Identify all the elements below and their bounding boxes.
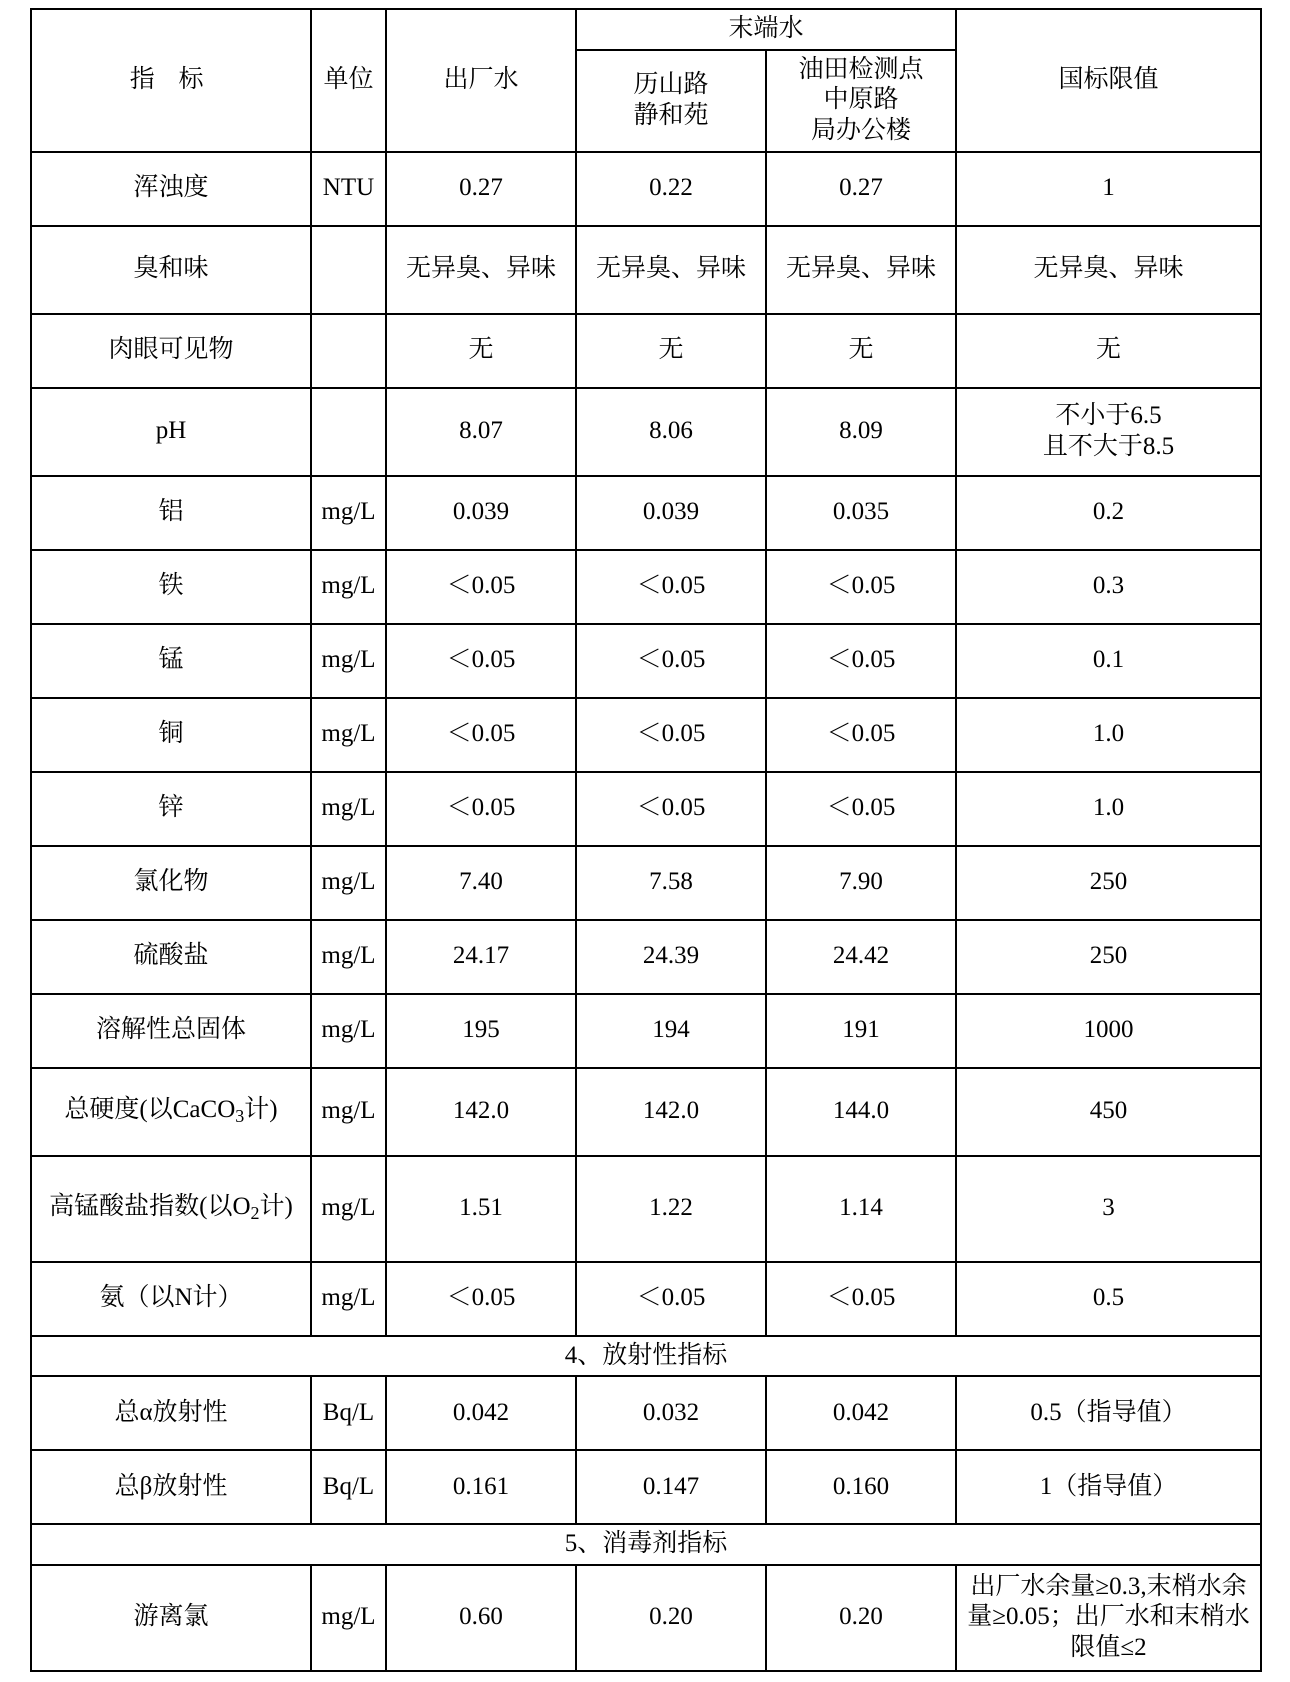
row-end2-value: 0.27 [766, 152, 956, 226]
row-indicator: 肉眼可见物 [31, 314, 311, 388]
row-plant-value: 0.60 [386, 1565, 576, 1671]
row-plant-value: 8.07 [386, 388, 576, 476]
table-row [31, 314, 1261, 388]
row-limit-value: 1000 [956, 994, 1261, 1068]
table-row [31, 388, 1261, 476]
header-unit [311, 9, 386, 152]
row-unit: mg/L [311, 846, 386, 920]
row-plant-value: 无异臭、异味 [386, 226, 576, 314]
row-unit: mg/L [311, 476, 386, 550]
table-row [31, 1156, 1261, 1262]
row-end2-value: 0.035 [766, 476, 956, 550]
row-end2-value: ＜0.05 [766, 1262, 956, 1336]
row-end2-value: ＜0.05 [766, 772, 956, 846]
row-indicator: 硫酸盐 [31, 920, 311, 994]
water-quality-table [30, 8, 1262, 1672]
header-end-water-site-1: 历山路 静和苑 [576, 50, 766, 152]
section-header-disinfectant [31, 1524, 1261, 1565]
row-limit-value: 1.0 [956, 698, 1261, 772]
row-end1-value: 0.22 [576, 152, 766, 226]
row-end1-value: ＜0.05 [576, 1262, 766, 1336]
row-plant-value: 0.27 [386, 152, 576, 226]
row-end1-value: 0.032 [576, 1376, 766, 1450]
row-end2-value: 0.20 [766, 1565, 956, 1671]
section-title: 5、消毒剂指标 [31, 1524, 1261, 1565]
row-unit: mg/L [311, 624, 386, 698]
row-limit-value: 1 [956, 152, 1261, 226]
row-plant-value: 0.039 [386, 476, 576, 550]
row-unit: Bq/L [311, 1376, 386, 1450]
row-limit-value: 1（指导值） [956, 1450, 1261, 1524]
row-end1-value: 7.58 [576, 846, 766, 920]
row-end2-value: 24.42 [766, 920, 956, 994]
row-limit-value: 0.2 [956, 476, 1261, 550]
section-title: 4、放射性指标 [31, 1336, 1261, 1377]
row-limit-value: 0.5 [956, 1262, 1261, 1336]
table-header-row [31, 9, 1261, 50]
row-end2-value: 144.0 [766, 1068, 956, 1156]
header-unit-label: 单位 [323, 66, 374, 93]
row-indicator: 氨（以N计） [31, 1262, 311, 1336]
header-national-limit: 国标限值 [956, 9, 1261, 152]
table-row [31, 226, 1261, 314]
row-end2-value: 0.160 [766, 1450, 956, 1524]
table-row [31, 1262, 1261, 1336]
row-limit-value: 无 [956, 314, 1261, 388]
row-end1-value: ＜0.05 [576, 698, 766, 772]
row-end1-value: 142.0 [576, 1068, 766, 1156]
row-indicator: 总硬度(以CaCO$_3$计) [31, 1068, 311, 1156]
row-end2-value: ＜0.05 [766, 624, 956, 698]
row-indicator: 锌 [31, 772, 311, 846]
row-plant-value: ＜0.05 [386, 624, 576, 698]
table-row [31, 1068, 1261, 1156]
row-plant-value: ＜0.05 [386, 698, 576, 772]
row-plant-value: ＜0.05 [386, 1262, 576, 1336]
row-indicator: 锰 [31, 624, 311, 698]
row-unit: mg/L [311, 1262, 386, 1336]
row-plant-value: 7.40 [386, 846, 576, 920]
row-limit-value: 0.5（指导值） [956, 1376, 1261, 1450]
row-end1-value: ＜0.05 [576, 772, 766, 846]
row-end1-value: ＜0.05 [576, 550, 766, 624]
table-row [31, 698, 1261, 772]
table-row [31, 550, 1261, 624]
row-plant-value: 195 [386, 994, 576, 1068]
row-limit-value: 不小于6.5 且不大于8.5 [956, 388, 1261, 476]
row-limit-value: 250 [956, 920, 1261, 994]
row-limit-value: 无异臭、异味 [956, 226, 1261, 314]
row-unit: NTU [311, 152, 386, 226]
row-unit: mg/L [311, 1565, 386, 1671]
row-unit: mg/L [311, 994, 386, 1068]
row-indicator: 高锰酸盐指数(以$O_2$计) [31, 1156, 311, 1262]
row-unit: mg/L [311, 698, 386, 772]
table-row [31, 152, 1261, 226]
row-indicator: 氯化物 [31, 846, 311, 920]
header-indicator: 指 标 [31, 9, 311, 152]
row-unit: mg/L [311, 772, 386, 846]
row-indicator: 臭和味 [31, 226, 311, 314]
row-end1-value: 0.20 [576, 1565, 766, 1671]
row-end1-value: 8.06 [576, 388, 766, 476]
header-end-water-site-2: 油田检测点 中原路 局办公楼 [766, 50, 956, 152]
row-end1-value: 1.22 [576, 1156, 766, 1262]
table-row [31, 1565, 1261, 1671]
row-plant-value: 0.161 [386, 1450, 576, 1524]
row-indicator: 铜 [31, 698, 311, 772]
row-unit: Bq/L [311, 1450, 386, 1524]
row-unit [311, 226, 386, 314]
row-end1-value: 24.39 [576, 920, 766, 994]
table-row [31, 624, 1261, 698]
header-end-water: 末端水 [576, 9, 956, 50]
row-unit: mg/L [311, 920, 386, 994]
table-row [31, 846, 1261, 920]
row-plant-value: 1.51 [386, 1156, 576, 1262]
row-plant-value: ＜0.05 [386, 550, 576, 624]
row-end1-value: 0.039 [576, 476, 766, 550]
row-plant-value: 142.0 [386, 1068, 576, 1156]
row-unit: mg/L [311, 1156, 386, 1262]
table-row [31, 1450, 1261, 1524]
row-indicator: 溶解性总固体 [31, 994, 311, 1068]
table-row [31, 476, 1261, 550]
section-header-radioactive [31, 1336, 1261, 1377]
row-end2-value: 8.09 [766, 388, 956, 476]
row-unit: mg/L [311, 550, 386, 624]
row-limit-value: 0.3 [956, 550, 1261, 624]
row-end2-value: ＜0.05 [766, 550, 956, 624]
row-end1-value: 无异臭、异味 [576, 226, 766, 314]
row-end2-value: 1.14 [766, 1156, 956, 1262]
row-end1-value: 无 [576, 314, 766, 388]
row-indicator: 铝 [31, 476, 311, 550]
row-limit-value: 0.1 [956, 624, 1261, 698]
row-limit-value: 1.0 [956, 772, 1261, 846]
row-plant-value: ＜0.05 [386, 772, 576, 846]
table-row [31, 920, 1261, 994]
table-row [31, 1376, 1261, 1450]
row-limit-value: 3 [956, 1156, 1261, 1262]
row-end2-value: 7.90 [766, 846, 956, 920]
row-indicator: 铁 [31, 550, 311, 624]
row-indicator: 总β放射性 [31, 1450, 311, 1524]
row-end2-value: 0.042 [766, 1376, 956, 1450]
row-indicator: 浑浊度 [31, 152, 311, 226]
row-end2-value: 无 [766, 314, 956, 388]
table-row [31, 994, 1261, 1068]
row-indicator: pH [31, 388, 311, 476]
row-end2-value: ＜0.05 [766, 698, 956, 772]
row-end2-value: 无异臭、异味 [766, 226, 956, 314]
row-indicator: 总α放射性 [31, 1376, 311, 1450]
row-plant-value: 24.17 [386, 920, 576, 994]
row-end1-value: 0.147 [576, 1450, 766, 1524]
header-plant-water: 出厂水 [386, 9, 576, 152]
row-unit: mg/L [311, 1068, 386, 1156]
row-end1-value: 194 [576, 994, 766, 1068]
row-plant-value: 0.042 [386, 1376, 576, 1450]
row-unit [311, 388, 386, 476]
row-unit [311, 314, 386, 388]
row-end2-value: 191 [766, 994, 956, 1068]
row-limit-value: 250 [956, 846, 1261, 920]
row-limit-value: 出厂水余量≥0.3,末梢水余量≥0.05；出厂水和末梢水限值≤2 [956, 1565, 1261, 1671]
row-end1-value: ＜0.05 [576, 624, 766, 698]
row-plant-value: 无 [386, 314, 576, 388]
table-row [31, 772, 1261, 846]
row-limit-value: 450 [956, 1068, 1261, 1156]
row-indicator: 游离氯 [31, 1565, 311, 1671]
